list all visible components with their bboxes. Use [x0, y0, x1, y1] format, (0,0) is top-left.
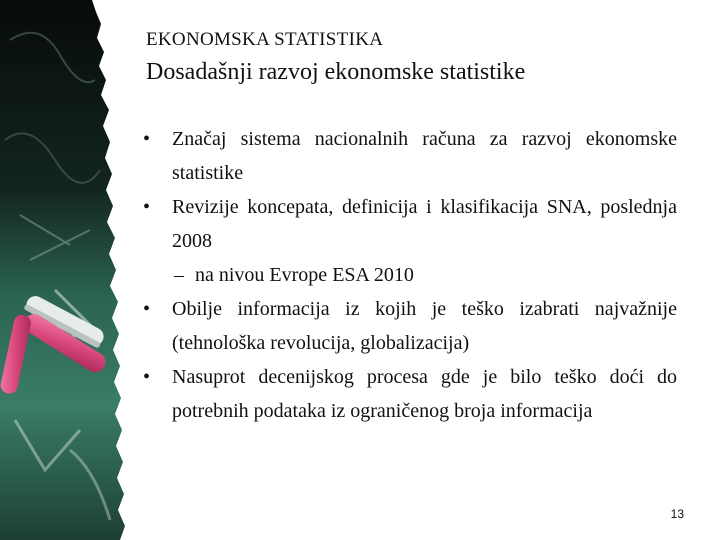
- bullet-item: [141, 360, 677, 428]
- page-number: 13: [670, 507, 684, 521]
- bullet-text: Nasuprot decenijskog procesa gde je bilo teško doći do potrebnih podataka iz ograničenog broja informacija: [172, 366, 677, 422]
- bullet-text: Obilje informacija iz kojih je teško izabrati najvažnije (tehnološka revolucija, globalizacija): [172, 298, 677, 354]
- bullet-marker: •: [143, 128, 151, 150]
- bullet-text: Revizije koncepata, definicija i klasifikacija SNA, poslednja 2008: [172, 196, 677, 252]
- slide-supertitle: EKONOMSKA STATISTIKA: [146, 29, 384, 50]
- bullet-marker: •: [143, 196, 151, 218]
- bullet-marker: •: [143, 366, 151, 388]
- chalkboard-image: [0, 0, 135, 540]
- chalkboard-decoration: [0, 0, 135, 540]
- bullet-item: [141, 292, 677, 360]
- sub-bullet-marker: –: [174, 264, 184, 286]
- sub-bullet-text: na nivou Evrope ESA 2010: [195, 264, 414, 286]
- bullet-marker: •: [143, 298, 151, 320]
- bullet-item: [141, 122, 677, 190]
- slide-title: Dosadašnji razvoj ekonomske statistike: [146, 59, 526, 85]
- bullet-text: Značaj sistema nacionalnih računa za razvoj ekonomske statistike: [172, 128, 677, 184]
- sub-bullet-item: [141, 258, 677, 292]
- slide-content: [141, 122, 677, 428]
- bullet-item: [141, 190, 677, 258]
